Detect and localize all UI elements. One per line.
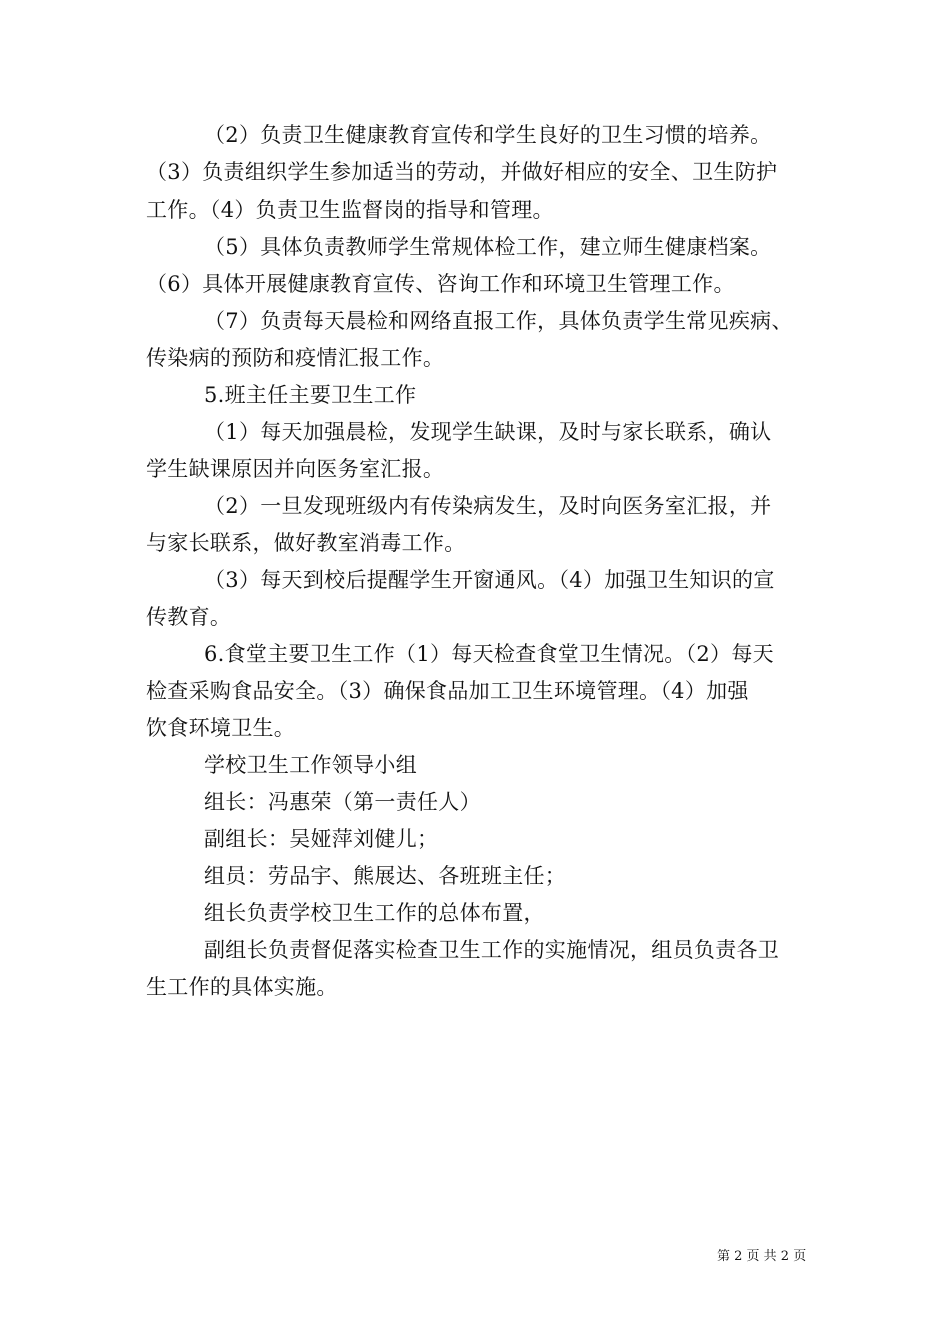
page-footer: 第 2 页 共 2 页 (717, 1249, 807, 1264)
section-heading: 5.班主任主要卫生工作 (204, 383, 417, 407)
section-heading: 6.食堂主要卫生工作（1）每天检查食堂卫生情况。（2）每天 (204, 642, 774, 666)
paragraph-line: 工作。（4）负责卫生监督岗的指导和管理。 (146, 198, 554, 222)
paragraph-line: 组长：冯惠荣（第一责任人） (204, 790, 481, 814)
paragraph-line: （6）具体开展健康教育宣传、咨询工作和环境卫生管理工作。 (146, 272, 735, 296)
paragraph-line: 生工作的具体实施。 (146, 975, 338, 999)
paragraph-line: 传染病的预防和疫情汇报工作。 (146, 346, 445, 370)
paragraph-line: （5）具体负责教师学生常规体检工作，建立师生健康档案。 (204, 235, 772, 259)
paragraph-line: （3）每天到校后提醒学生开窗通风。（4）加强卫生知识的宣 (204, 568, 775, 592)
paragraph-line: 与家长联系，做好教室消毒工作。 (146, 531, 466, 555)
paragraph-line: 检查采购食品安全。（3）确保食品加工卫生环境管理。（4）加强 (146, 679, 749, 703)
paragraph-line: 副组长负责督促落实检查卫生工作的实施情况，组员负责各卫 (204, 938, 780, 962)
paragraph-line: （2）一旦发现班级内有传染病发生，及时向医务室汇报，并 (204, 494, 772, 518)
paragraph-line: 组员：劳品宇、熊展达、各班班主任； (204, 864, 567, 888)
paragraph-line: （1）每天加强晨检，发现学生缺课，及时与家长联系，确认 (204, 420, 772, 444)
paragraph-line: 副组长：吴娅萍刘健儿； (204, 827, 439, 851)
paragraph-line: （2）负责卫生健康教育宣传和学生良好的卫生习惯的培养。 (204, 123, 772, 147)
paragraph-line: 组长负责学校卫生工作的总体布置， (204, 901, 545, 925)
paragraph-line: 学生缺课原因并向医务室汇报。 (146, 457, 445, 481)
paragraph-line: 饮食环境卫生。 (146, 716, 296, 740)
paragraph-line: 传教育。 (146, 605, 232, 629)
paragraph-line: （3）负责组织学生参加适当的劳动，并做好相应的安全、卫生防护 (146, 160, 778, 184)
paragraph-line: （7）负责每天晨检和网络直报工作，具体负责学生常见疾病、 (204, 309, 793, 333)
section-heading: 学校卫生工作领导小组 (204, 753, 417, 777)
